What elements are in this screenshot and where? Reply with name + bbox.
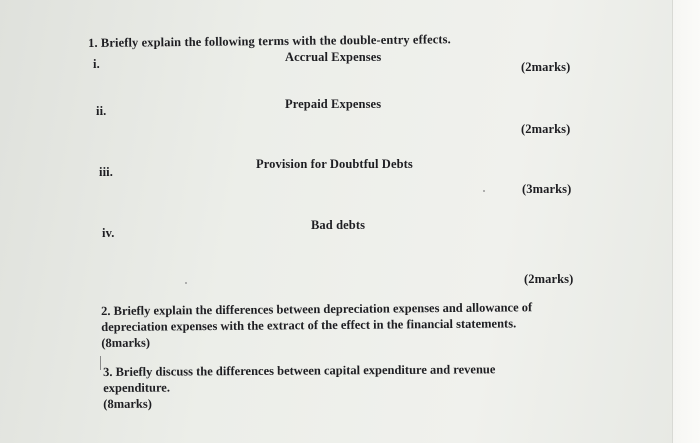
item-ii-marks: (2marks) [521,122,571,136]
item-ii-numeral: ii. [96,104,107,118]
item-iii-numeral: iii. [99,165,113,179]
question-3 [103,361,496,412]
item-iii-marks: (3marks) [522,182,572,196]
item-i-term: Accrual Expenses [285,50,382,64]
question-2 [101,299,532,351]
item-i-numeral: i. [93,57,100,71]
item-iv-term: Bad debts [311,218,366,232]
item-i-marks: (2marks) [521,60,571,74]
item-iii-term: Provision for Doubtful Debts [256,157,413,171]
question-2-line-2: depreciation expenses with the extract of the effect in the financial statements. [101,316,517,334]
paper-speck [483,190,485,192]
question-2-marks: (8marks) [101,335,151,350]
question-1-heading: 1. Briefly explain the following terms with the double-entry effects. [88,32,451,50]
question-2-line-1: 2. Briefly explain the differences between depreciation expenses and allowance of [101,300,533,318]
question-3-marks: (8marks) [103,396,152,411]
item-iv-numeral: iv. [102,226,115,240]
item-ii-term: Prepaid Expenses [285,97,382,111]
sheet-edge [672,0,700,443]
text-cursor [100,356,101,370]
question-3-line-1: 3. Briefly discuss the differences between capital expenditure and revenue [103,362,496,379]
item-iv-marks: (2marks) [524,272,574,286]
paper-speck [185,282,187,284]
question-3-line-2: expenditure. [103,380,171,395]
